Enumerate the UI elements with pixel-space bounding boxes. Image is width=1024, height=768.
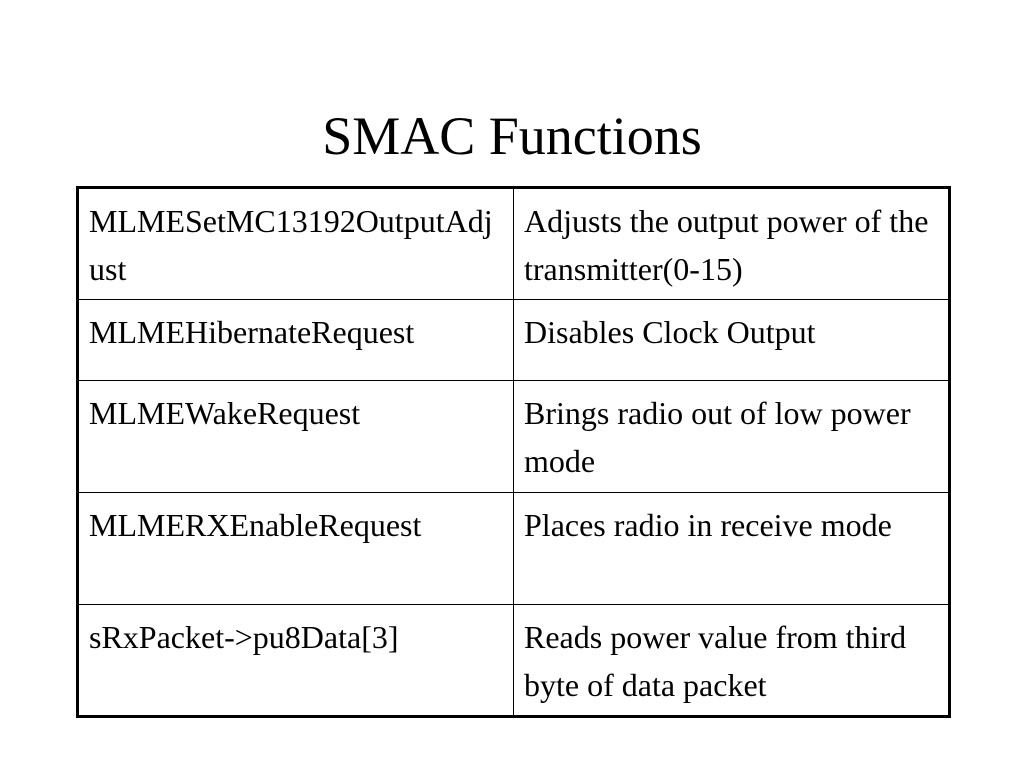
- functions-table: [76, 186, 951, 718]
- function-name-cell: sRxPacket->pu8Data[3]: [78, 605, 514, 717]
- function-name-cell: MLMEWakeRequest: [78, 381, 514, 493]
- table-row: [78, 493, 950, 605]
- table-row: [78, 300, 950, 381]
- function-description-cell: Reads power value from third byte of data packet: [514, 605, 950, 717]
- function-description-cell: Adjusts the output power of the transmitter(0-15): [514, 188, 950, 300]
- function-name-cell: MLMEHibernateRequest: [78, 300, 514, 381]
- function-description-cell: Disables Clock Output: [514, 300, 950, 381]
- function-description-cell: Brings radio out of low power mode: [514, 381, 950, 493]
- function-name-cell: MLMERXEnableRequest: [78, 493, 514, 605]
- function-description-cell: Places radio in receive mode: [514, 493, 950, 605]
- table-row: [78, 381, 950, 493]
- function-name-cell: MLMESetMC13192OutputAdjust: [78, 188, 514, 300]
- slide-title: SMAC Functions: [322, 106, 702, 166]
- table-row: [78, 188, 950, 300]
- table-row: [78, 605, 950, 717]
